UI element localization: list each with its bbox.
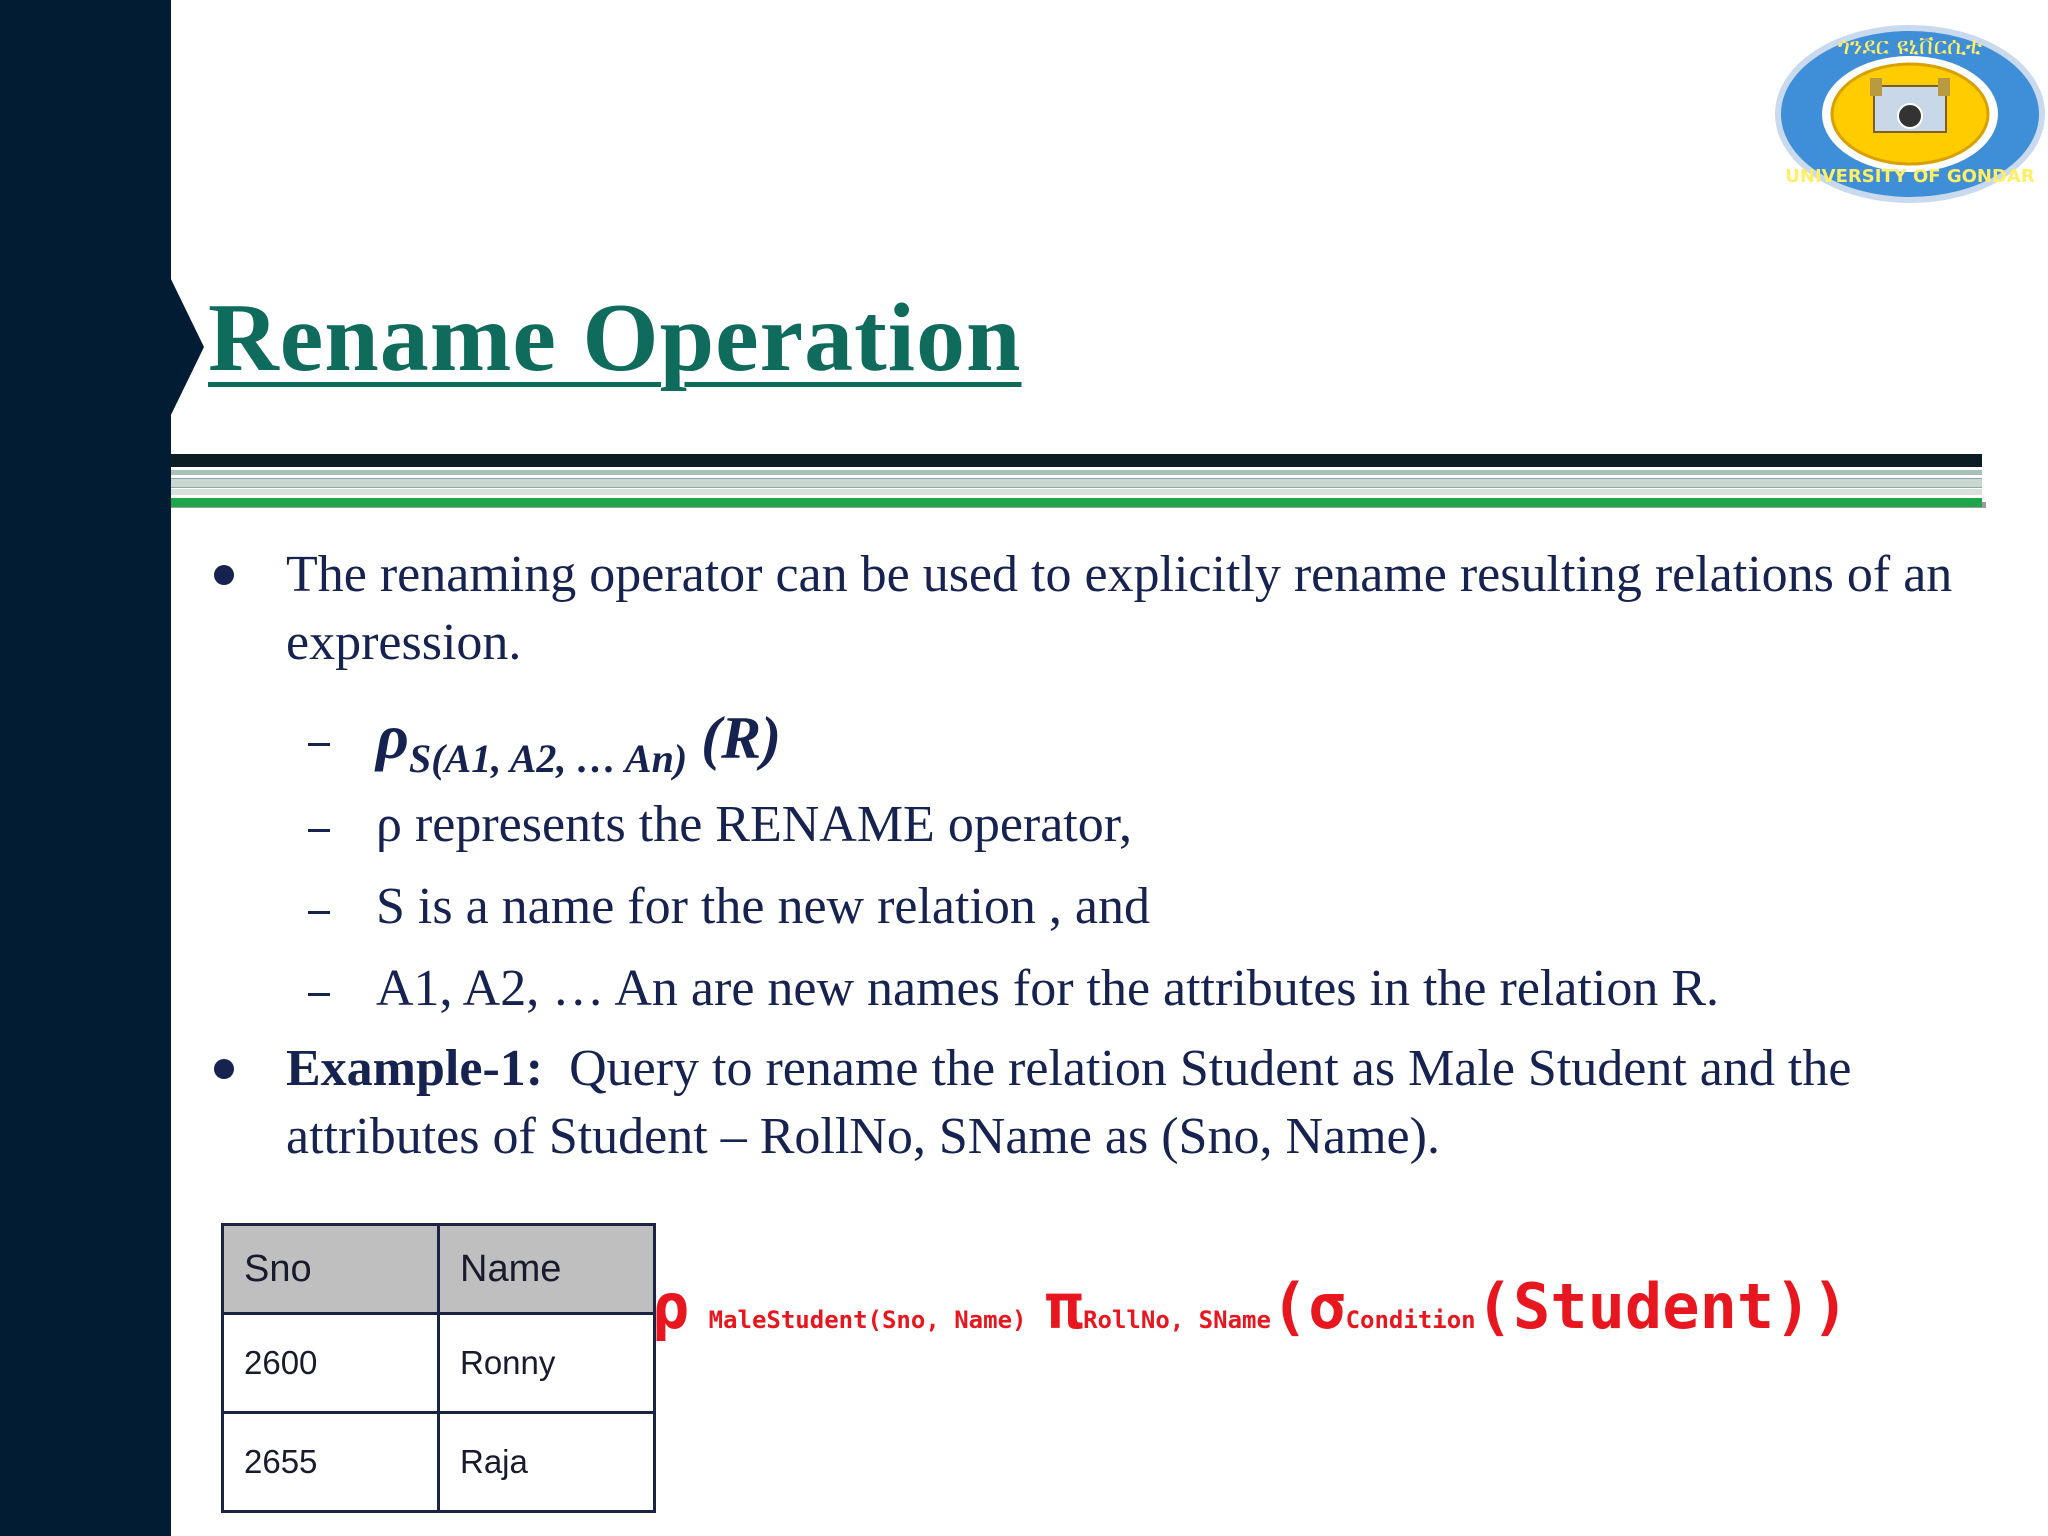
table-cell: Raja bbox=[439, 1413, 655, 1512]
sub-dash bbox=[308, 743, 330, 746]
logo-text-bottom: UNIVERSITY OF GONDAR bbox=[1785, 166, 2035, 187]
expr-sigma: σ bbox=[1308, 1270, 1346, 1343]
formula-subscript: S(A1, A2, … An) bbox=[408, 736, 688, 781]
expr-open-paren: ( bbox=[1270, 1270, 1309, 1343]
column-header: Sno bbox=[223, 1225, 439, 1314]
slide-title: Rename Operation bbox=[208, 284, 1022, 392]
column-header: Name bbox=[439, 1225, 655, 1314]
expr-tail: (Student)) bbox=[1475, 1270, 1849, 1343]
formula-text bbox=[376, 701, 782, 781]
divider-line-green bbox=[171, 498, 1982, 507]
expr-rho: ρ bbox=[652, 1270, 690, 1343]
bullet-dot bbox=[214, 1059, 234, 1079]
expr-sigma-subscript: Condition bbox=[1345, 1306, 1476, 1334]
formula-relation: (R) bbox=[701, 705, 782, 771]
sub-item-text: A1, A2, … An are new names for the attributes in the relation R. bbox=[376, 960, 1720, 1017]
expr-pi: π bbox=[1045, 1270, 1084, 1343]
table-row bbox=[223, 1413, 655, 1512]
example-label: Example-1: bbox=[286, 1040, 544, 1097]
example-text bbox=[286, 1035, 2026, 1171]
sub-dash bbox=[308, 911, 330, 914]
table-cell: 2655 bbox=[223, 1413, 439, 1512]
divider-line bbox=[171, 470, 1982, 475]
bullet-dot bbox=[214, 565, 234, 585]
sub-item-text: ρ represents the RENAME operator, bbox=[376, 796, 1132, 853]
formula-rho: ρ bbox=[376, 701, 409, 772]
table-cell: 2600 bbox=[223, 1314, 439, 1413]
divider-line bbox=[171, 489, 1982, 495]
sub-dash bbox=[308, 993, 330, 996]
sub-dash bbox=[308, 829, 330, 832]
bullet-text: The renaming operator can be used to explicitly rename resulting relations of an expression. bbox=[286, 546, 1953, 671]
example-body: Query to rename the relation Student as Male Student and the attributes of Student – RollNo, SName as (Sno, Name). bbox=[286, 1040, 1852, 1165]
relational-algebra-expression bbox=[652, 1270, 1849, 1343]
result-table bbox=[221, 1223, 656, 1513]
sub-item-text: S is a name for the new relation , and bbox=[376, 878, 1150, 935]
university-logo bbox=[1774, 24, 2046, 204]
divider-line bbox=[171, 454, 1982, 467]
logo-text-top: ጎንደር ዩኒቨርሲቲ bbox=[1837, 32, 1983, 60]
divider-line bbox=[171, 478, 1982, 488]
left-sidebar-band bbox=[0, 0, 171, 1536]
table-row bbox=[223, 1314, 655, 1413]
expr-rho-subscript: MaleStudent(Sno, Name) bbox=[708, 1306, 1027, 1334]
table-cell: Ronny bbox=[439, 1314, 655, 1413]
title-divider bbox=[171, 452, 1982, 508]
expr-pi-subscript: RollNo, SName bbox=[1083, 1306, 1271, 1334]
sidebar-notch bbox=[168, 273, 204, 421]
table-header-row bbox=[223, 1225, 655, 1314]
